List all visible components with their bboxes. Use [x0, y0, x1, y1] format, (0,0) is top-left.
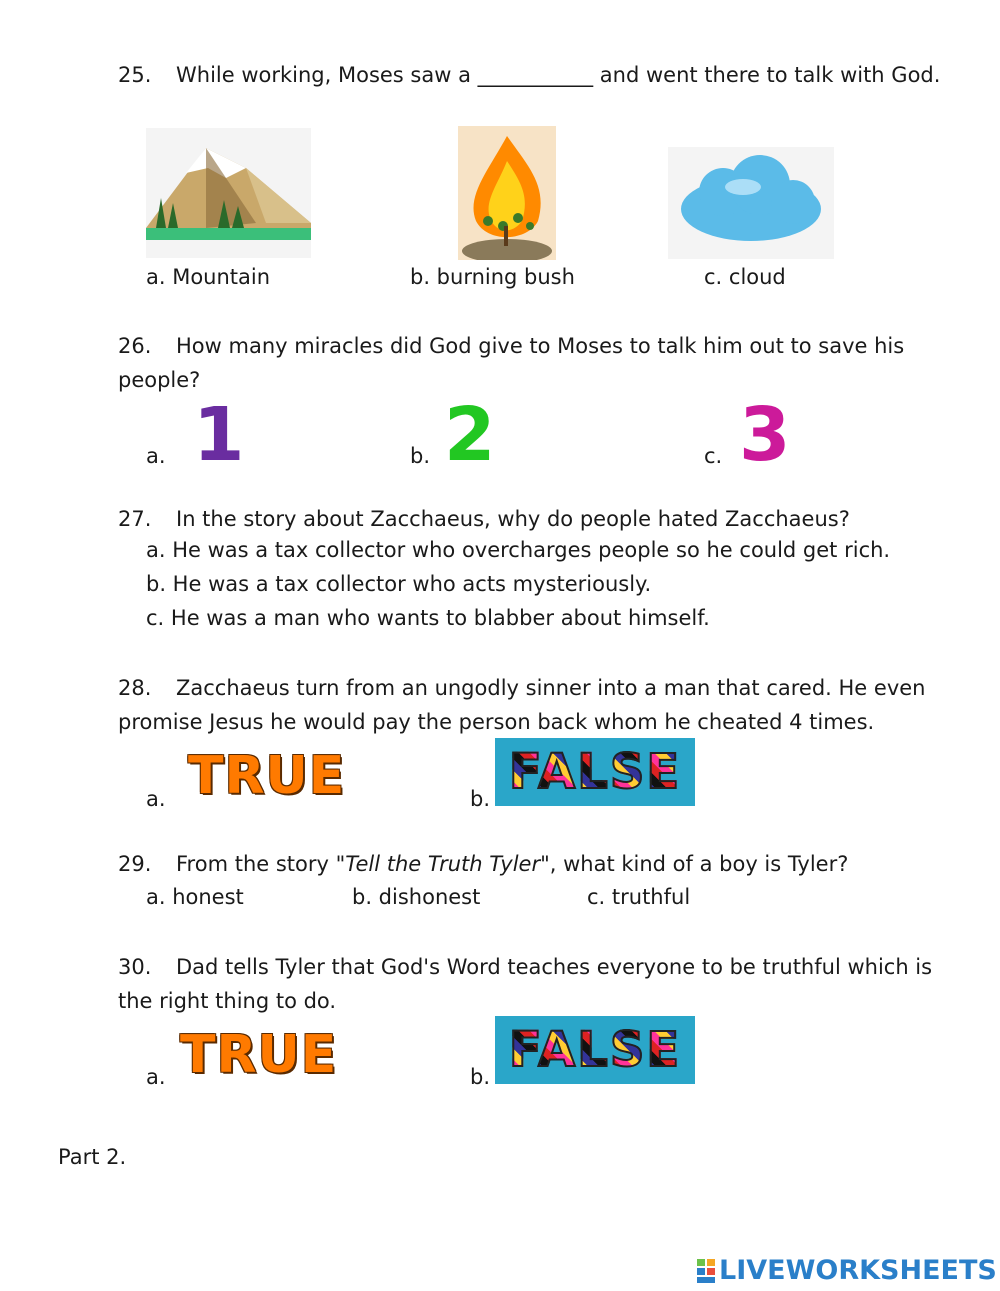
option-b-letter[interactable]: b.	[470, 1065, 491, 1089]
question-30	[118, 950, 948, 1018]
question-number: 29.	[118, 852, 152, 876]
question-text: In the story about Zacchaeus, why do people hated Zacchaeus?	[176, 507, 850, 531]
logo-text: LIVEWORKSHEETS	[719, 1255, 997, 1286]
question-text: Dad tells Tyler that God's Word teaches everyone to be truthful which is the right thing to do.	[118, 955, 933, 1013]
true-word-art[interactable]: TRUE	[180, 1025, 338, 1085]
option-c-letter[interactable]: c.	[704, 444, 723, 468]
option-cloud[interactable]: c. cloud	[704, 265, 786, 289]
question-text-start: From the story	[176, 852, 336, 876]
question-text-end: , what kind of a boy is Tyler?	[549, 852, 849, 876]
cloud-image	[668, 147, 834, 259]
numeral-one[interactable]: 1	[193, 392, 245, 478]
option-c[interactable]: c. He was a man who wants to blabber about himself.	[146, 606, 710, 630]
question-text: How many miracles did God give to Moses to talk him out to save his people?	[118, 334, 905, 392]
mountain-image	[146, 128, 311, 258]
question-text: Zacchaeus turn from an ungodly sinner into a man that cared. He even promise Jesus he would pay the person back whom he cheated 4 times.	[118, 676, 926, 734]
burning-bush-image	[458, 126, 556, 260]
option-b[interactable]: b. He was a tax collector who acts mysteriously.	[146, 572, 652, 596]
story-title: "Tell the Truth Tyler"	[335, 852, 550, 876]
option-a-letter[interactable]: a.	[146, 787, 166, 811]
option-mountain[interactable]: a. Mountain	[146, 265, 271, 289]
question-25	[118, 58, 948, 92]
false-word-art[interactable]	[495, 1016, 695, 1084]
option-a-letter[interactable]: a.	[146, 444, 166, 468]
false-word-text: FALSE	[508, 1022, 682, 1078]
option-truthful[interactable]: c. truthful	[587, 885, 691, 909]
section-heading: Part 2.	[58, 1145, 127, 1169]
question-number: 26.	[118, 334, 152, 358]
question-27	[118, 502, 948, 536]
option-a[interactable]: a. He was a tax collector who overcharges people so he could get rich.	[146, 538, 891, 562]
question-number: 30.	[118, 955, 152, 979]
option-burning-bush[interactable]: b. burning bush	[410, 265, 575, 289]
numeral-two[interactable]: 2	[444, 392, 496, 478]
option-dishonest[interactable]: b. dishonest	[352, 885, 481, 909]
question-text: While working, Moses saw a ___________ and went there to talk with God.	[176, 63, 941, 87]
question-number: 25.	[118, 63, 152, 87]
question-number: 28.	[118, 676, 152, 700]
numeral-three[interactable]: 3	[739, 392, 791, 478]
option-a-letter[interactable]: a.	[146, 1065, 166, 1089]
question-26	[118, 329, 948, 397]
option-honest[interactable]: a. honest	[146, 885, 244, 909]
question-28	[118, 671, 948, 739]
option-b-letter[interactable]: b.	[410, 444, 431, 468]
liveworksheets-logo[interactable]	[697, 1255, 997, 1287]
question-29	[118, 847, 948, 881]
logo-icon	[697, 1259, 715, 1283]
question-number: 27.	[118, 507, 152, 531]
false-word-art[interactable]	[495, 738, 695, 806]
option-b-letter[interactable]: b.	[470, 787, 491, 811]
true-word-art[interactable]: TRUE	[188, 746, 346, 806]
false-word-text: FALSE	[508, 744, 682, 800]
